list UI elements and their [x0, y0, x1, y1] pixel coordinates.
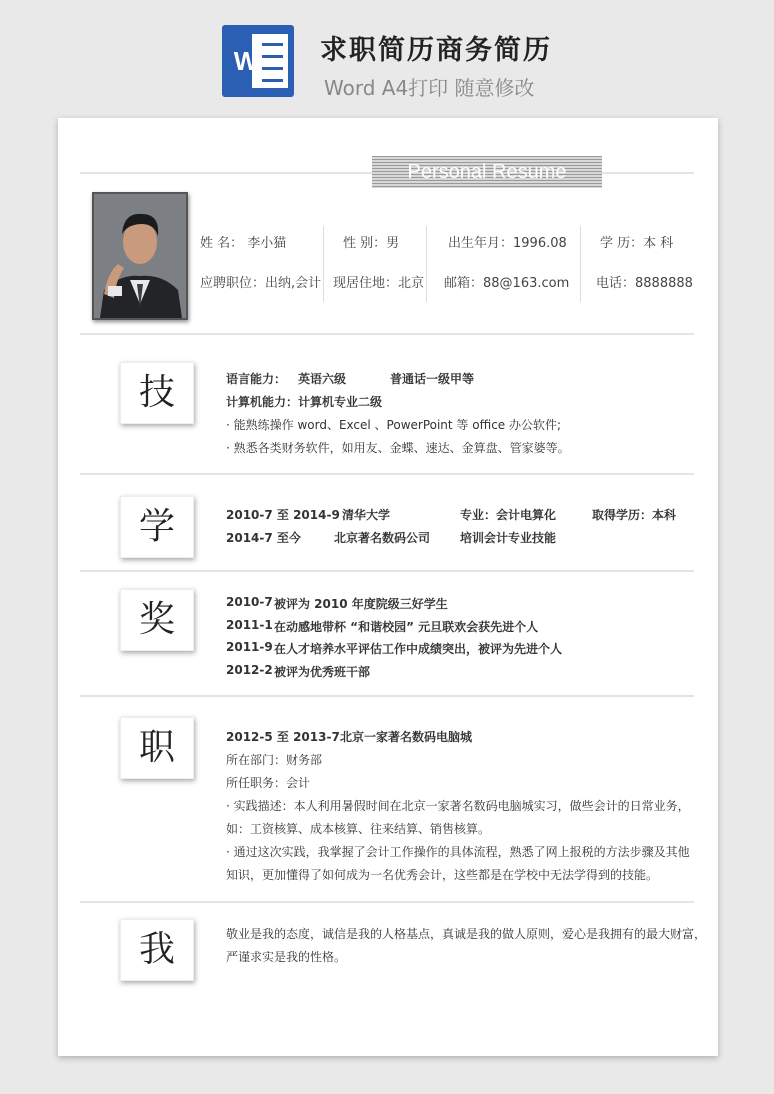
page-title: 求职简历商务简历: [320, 35, 552, 66]
edu-degree: 取得学历：本科: [592, 508, 677, 522]
info-phone: 电话：8888888: [596, 276, 693, 291]
award-text: 在人才培养水平评估工作中成绩突出，被评为先进个人: [274, 642, 563, 656]
section-divider: [80, 333, 694, 335]
section-divider: [80, 695, 694, 697]
training-content: 培训会计专业技能: [460, 531, 557, 545]
work-description: 如：工资核算、成本核算、往来结算、销售核算。: [226, 822, 491, 836]
training-company: 北京著名数码公司: [334, 531, 431, 545]
info-birth: 出生年月：1996.08: [448, 236, 567, 251]
skill-finance-software: · 熟悉各类财务软件，如用友、金蝶、速达、金算盘、管家婆等。: [226, 441, 570, 455]
computer-label: 计算机能力：: [226, 395, 299, 409]
award-date: 2011-1: [226, 618, 273, 632]
work-company: 北京一家著名数码电脑城: [340, 730, 473, 744]
award-text: 被评为优秀班干部: [274, 665, 371, 679]
award-text: 被评为 2010 年度院级三好学生: [274, 597, 448, 611]
profile-photo: [92, 192, 188, 320]
section-divider: [80, 570, 694, 572]
award-date: 2012-2: [226, 663, 273, 677]
edu-period: 2010-7 至 2014-9: [226, 508, 340, 522]
award-date: 2011-9: [226, 640, 273, 654]
education-icon-box: 学: [120, 496, 194, 558]
self-icon-box: 我: [120, 919, 194, 981]
info-position: 应聘职位：出纳,会计: [200, 276, 322, 291]
training-period: 2014-7 至今: [226, 531, 301, 545]
section-divider: [80, 901, 694, 903]
info-gender: 性 别：男: [343, 236, 400, 251]
info-divider: [323, 226, 324, 302]
section-divider: [80, 473, 694, 475]
work-description: 知识，更加懂得了如何成为一名优秀会计，这些都是在学校中无法学得到的技能。: [226, 868, 659, 882]
info-address: 现居住地：北京: [333, 276, 425, 291]
resume-banner-text: Personal Resume: [407, 161, 567, 183]
info-name: 姓 名： 李小猫: [200, 236, 287, 251]
award-text: 在动感地带杯 “和谐校园” 元旦联欢会获先进个人: [274, 620, 539, 634]
page-subtitle: Word A4打印 随意修改: [324, 76, 535, 100]
info-education: 学 历：本 科: [600, 236, 674, 251]
work-description: · 通过这次实践，我掌握了会计工作操作的具体流程，熟悉了网上报税的方法步骤及其他: [226, 845, 690, 859]
skills-icon-box: 技: [120, 362, 194, 424]
word-icon: [222, 25, 294, 97]
info-divider: [426, 226, 427, 302]
language-label: 语言能力：: [226, 372, 287, 386]
skill-office: · 能熟练操作 word、Excel 、PowerPoint 等 office 办公软件;: [226, 418, 562, 432]
resume-sheet: [58, 118, 718, 1056]
award-date: 2010-7: [226, 595, 273, 609]
language-english: 英语六级: [298, 372, 347, 386]
info-divider: [580, 226, 581, 302]
work-department: 所在部门：财务部: [226, 753, 323, 767]
self-evaluation-text: 敬业是我的态度，诚信是我的人格基点，真诚是我的做人原则，爱心是我拥有的最大财富，: [226, 927, 707, 941]
edu-school: 清华大学: [342, 508, 391, 522]
computer-level: 计算机专业二级: [298, 395, 383, 409]
language-mandarin: 普通话一级甲等: [390, 372, 475, 386]
info-email: 邮箱：88@163.com: [444, 276, 570, 291]
resume-banner: [372, 156, 602, 188]
awards-icon-box: 奖: [120, 589, 194, 651]
self-evaluation-text: 严谨求实是我的性格。: [226, 950, 347, 964]
work-icon-box: 职: [120, 717, 194, 779]
word-logo-letter: W: [233, 46, 259, 76]
work-period: 2012-5 至 2013-7: [226, 730, 340, 744]
work-description: · 实践描述：本人利用暑假时间在北京一家著名数码电脑城实习，做些会计的日常业务，: [226, 799, 690, 813]
page-header: [0, 0, 774, 118]
edu-major: 专业：会计电算化: [460, 508, 557, 522]
work-role: 所任职务：会计: [226, 776, 311, 790]
